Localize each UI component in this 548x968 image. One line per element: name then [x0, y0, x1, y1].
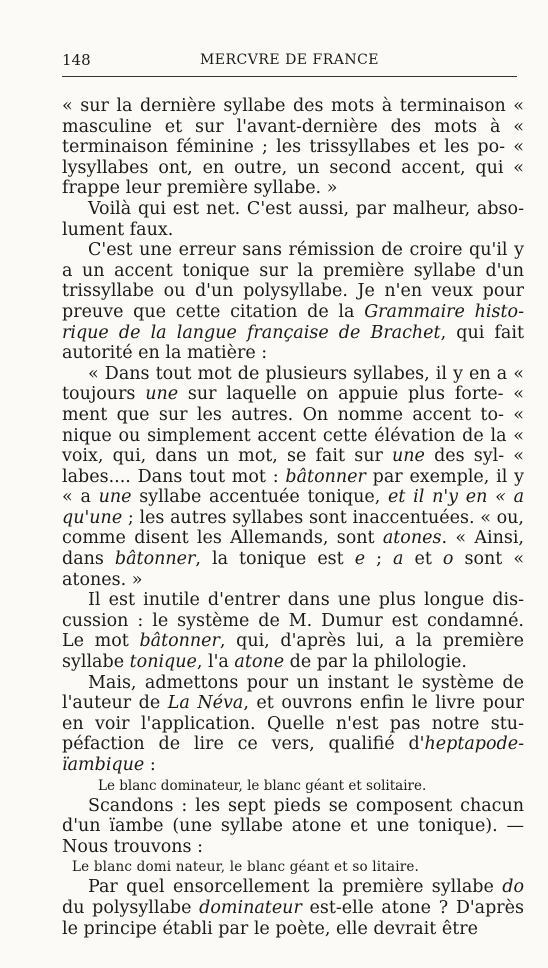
text-run: , la tonique est	[195, 549, 355, 570]
book-title: Grammaire histo- rique de la langue française de Brachet	[62, 301, 524, 343]
emphasis: atones	[382, 528, 442, 549]
paragraph: Scandons : les sept pieds se composent chacun d'un ïambe (une syllabe atone et une tonique). — Nous trouvons :	[62, 795, 524, 857]
page-body	[62, 96, 524, 939]
text-run: , l'a	[196, 652, 235, 673]
text-run: ;	[365, 549, 394, 570]
emphasis: a	[393, 549, 404, 570]
emphasis: dominateur	[199, 897, 302, 918]
quotation	[62, 364, 524, 591]
book-title: La Néva	[167, 693, 244, 714]
emphasis: bâtonner	[114, 549, 196, 570]
text-run: par exemple, il y « a	[62, 466, 524, 508]
text-run: . « Ainsi, dans	[62, 528, 524, 570]
text-run: , et ouvrons enfin le livre pour en voir l'application. Quelle n'est pas notre stu- péfaction de lire ce vers, qualifié d'	[62, 693, 525, 755]
verse-line: Le blanc dominateur, le blanc géant et solitaire.	[98, 777, 427, 794]
text-run: C'est une erreur sans rémission de croire qu'il y a un accent tonique sur la première syllabe d'un trissyllabe ou d'un polysyllabe. Je n'en veux pour preuve que cette citation de la	[62, 240, 524, 322]
paragraph: Voilà qui est net. C'est aussi, par malheur, abso- lument faux.	[62, 198, 524, 240]
text-run: syllabe accentuée tonique,	[131, 487, 389, 508]
text-run: Il est inutile d'entrer dans une plus longue dis- cussion : le système de M. Dumur est condamné. Le mot	[62, 590, 524, 652]
emphasis: o	[442, 549, 454, 570]
emphasis: bâtonner	[139, 631, 220, 652]
emphasis: une	[145, 384, 179, 405]
text-run: est-elle atone ? D'après le principe établi par le poète, elle devrait être	[62, 897, 525, 939]
emphasis: une	[98, 487, 132, 508]
text-run: sur laquelle on appuie plus forte- « ment que sur les autres. On nomme accent to- « nique ou simplement accent cette élévation de la « voix, qui, dans un mot, se fait sur	[62, 384, 524, 467]
text-run: , qui, d'après lui, a la première syllabe	[62, 631, 525, 673]
emphasis: bâtonner	[285, 466, 366, 487]
emphasis: atone	[234, 652, 285, 673]
text-run: des syl- « labes.... Dans tout mot :	[62, 446, 525, 487]
text-run: , qui fait autorité en la matière :	[62, 322, 524, 364]
emphasis: heptapode- ïambique	[62, 734, 524, 775]
paragraph	[62, 673, 524, 776]
text-run: de par la philologie.	[284, 652, 467, 673]
text-run: sont « atones. »	[62, 549, 525, 590]
page-header	[62, 50, 517, 77]
verse-line-scanned: Le blanc domi nateur, le blanc géant et so litaire.	[72, 859, 420, 876]
paragraph	[62, 877, 524, 939]
emphasis: do	[502, 877, 524, 898]
emphasis: une	[392, 446, 425, 467]
text-run: Mais, admettons pour un instant le système de l'auteur de	[62, 672, 524, 714]
emphasis: e	[354, 549, 366, 570]
paragraph	[62, 240, 524, 364]
paragraph: « sur la dernière syllabe des mots à terminaison « masculine et sur l'avant-dernière des mots à « terminaison féminine ; les trissyllabes et les po- « lysyllabes ont, en outre, un second accent, qui « frappe leur première syllabe. »	[62, 96, 524, 199]
running-head: MERCVRE DE FRANCE	[199, 52, 380, 68]
paragraph	[62, 590, 524, 672]
text-run: « Dans tout mot de plusieurs syllabes, il y en a « toujours	[62, 363, 524, 405]
page-number: 148	[62, 51, 91, 69]
text-run: et	[403, 549, 443, 570]
text-run: Par quel ensorcellement la première syllabe	[88, 877, 503, 898]
text-run: du polysyllabe	[62, 897, 200, 918]
emphasis: tonique	[129, 652, 197, 673]
text-run: ; les autres syllabes sont inaccentuées. « ou, comme disent les Allemands, sont	[62, 507, 524, 549]
emphasis: et il n'y en « a qu'une	[62, 487, 524, 528]
text-run: :	[144, 755, 156, 775]
